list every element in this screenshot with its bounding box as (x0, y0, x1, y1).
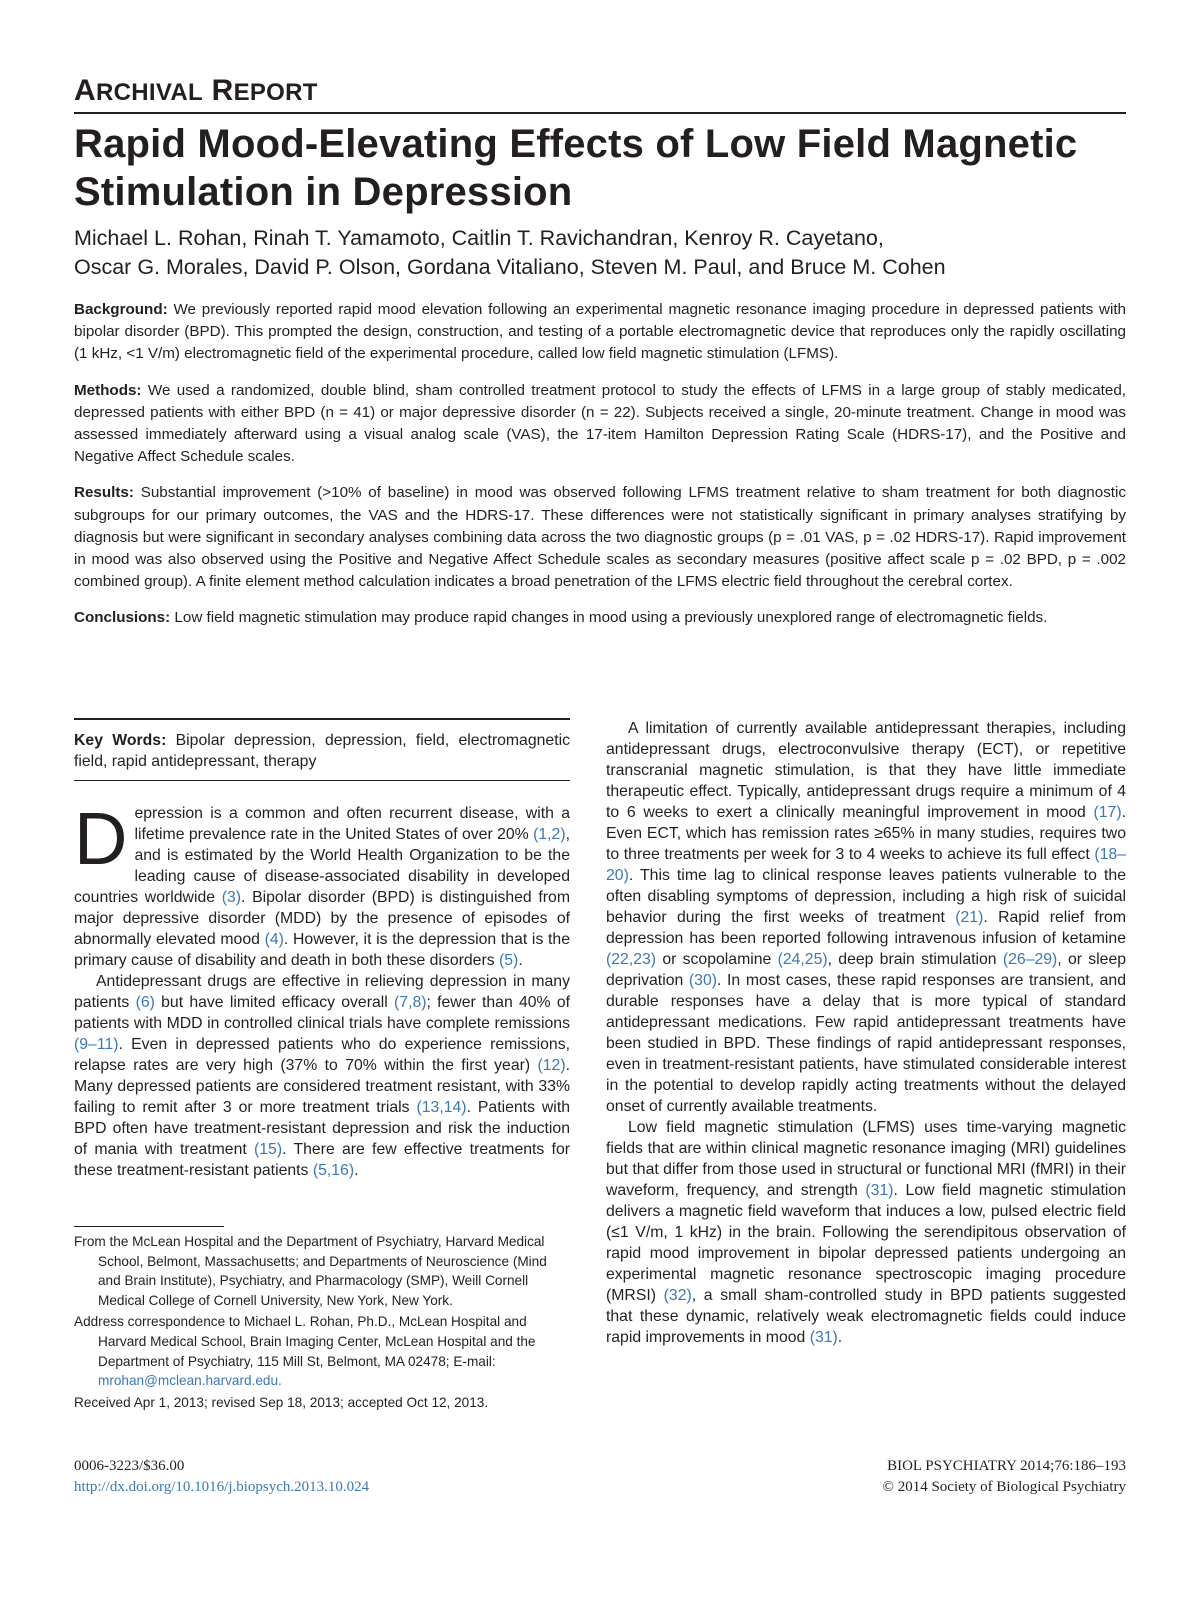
correspondence-address: Address correspondence to Michael L. Rohan, Ph.D., McLean Hospital and Harvard Medical School, Brain Imaging Center, McLean Hospital and the Department of Psychiatry, 115 Mill St, Belmont, MA 02478; E-mail: mrohan@mclean.harvard.edu. (74, 1314, 536, 1389)
citation-link[interactable]: (1,2) (533, 826, 566, 843)
author-list: Michael L. Rohan, Rinah T. Yamamoto, Caitlin T. Ravichandran, Kenroy R. Cayetano, Oscar G. Morales, David P. Olson, Gordana Vitaliano, Steven M. Paul, and Bruce M. Cohen (74, 226, 946, 279)
article-title: Rapid Mood-Elevating Effects of Low Field Magnetic Stimulation in Depression (74, 122, 1078, 214)
abstract-results: Results: Substantial improvement (>10% of baseline) in mood was observed following LFMS treatment relative to sham treatment for both diagnostic subgroups for our primary outcomes, the VAS and the HDRS-17. These differences were not statistically significant in primary analyses stratifying by diagnosis but were significant in secondary analyses combining data across the two diagnostic groups (p = .01 VAS, p = .02 HDRS-17). Rapid improvement in mood was also observed using the Positive and Negative Affect Schedule scales as secondary measures (positive affect scale p = .02 BPD, p = .002 combined group). A finite element method calculation indicates a broad penetration of the LFMS electric field throughout the cerebral cortex. (74, 484, 1126, 591)
citation-link[interactable]: (5) (499, 952, 519, 969)
citation-link[interactable]: (18–20) (606, 846, 1126, 884)
citation-link[interactable]: (26–29) (1002, 951, 1058, 968)
abstract-methods: Methods: We used a randomized, double blind, sham controlled treatment protocol to study the effects of LFMS in a large group of stably medicated, depressed patients with either BPD (n = 41) or major depressive disorder (n = 22). Subjects received a single, 20-minute treatment. Change in mood was assessed immediately afterward using a visual analog scale (VAS), the 17-item Hamilton Depression Rating Scale (HDRS-17), and the Positive and Negative Affect Schedule scales. (74, 381, 1126, 466)
affiliations-rule (74, 1226, 224, 1227)
intro-paragraph-2: Antidepressant drugs are effective in relieving depression in many patients (6) but have limited efficacy overall (7,8); fewer than 40% of patients with MDD in controlled clinical trials have complete remissions (9–11). Even in depressed patients who do experience remissions, relapse rates are very high (37% to 70% within the first year) (12). Many depressed patients are considered treatment resistant, with 33% failing to remit after 3 or more treatment trials (13,14). Patients with BPD often have treatment-resistant depression and risk the induction of mania with treatment (15). There are few effective treatments for these treatment-resistant patients (5,16). (74, 973, 571, 1179)
drop-cap: D (74, 797, 128, 880)
abstract (74, 299, 1126, 644)
right-column (606, 718, 1126, 1348)
citation-link[interactable]: (4) (264, 931, 284, 948)
citation-link[interactable]: (7,8) (394, 994, 427, 1011)
keywords-bottom-rule (74, 780, 570, 782)
issn-price: 0006-3223/$36.00 (74, 1458, 185, 1474)
citation-link[interactable]: (31) (865, 1182, 894, 1199)
body-paragraph-2: Low field magnetic stimulation (LFMS) uses time-varying magnetic fields that are within clinical magnetic resonance imaging (MRI) guidelines but that differ from those used in structural or functional MRI (fMRI) in their waveform, frequency, and strength (31). Low field magnetic stimulation delivers a magnetic field waveform that induces a low, pulsed electric field (≤1 V/m, 1 kHz) in the brain. Following the serendipitous observation of rapid mood improvement in bipolar depressed patients undergoing an experimental magnetic resonance spectroscopic imaging procedure (MRSI) (32), a small sham-controlled study in BPD patients suggested that these dynamic, relatively weak electromagnetic fields could induce rapid improvements in mood (31). (606, 1119, 1126, 1346)
citation-link[interactable]: (30) (688, 972, 718, 989)
intro-paragraph-1: Depression is a common and often recurrent disease, with a lifetime prevalence rate in the United States of over 20% (1,2), and is estimated by the World Health Organization to be the leading cause of disease-associated disability in developed countries worldwide (3). Bipolar disorder (BPD) is distinguished from major depressive disorder (MDD) by the presence of episodes of abnormally elevated mood (4). However, it is the depression that is the primary cause of disability and death in both these disorders (5). (74, 797, 570, 969)
affiliation-from: From the McLean Hospital and the Department of Psychiatry, Harvard Medical School, Belmont, Massachusetts; and Departments of Neuroscience (Mind and Brain Institute), Psychiatry, and Pharmacology (SMP), Weill Cornell Medical College of Cornell University, New York, New York. (74, 1234, 547, 1308)
keywords: Key Words: Bipolar depression, depression, field, electromagnetic field, rapid antidepressant, therapy (74, 731, 570, 770)
journal-citation: BIOL PSYCHIATRY 2014;76:186–193 (887, 1458, 1126, 1474)
received-dates: Received Apr 1, 2013; revised Sep 18, 2013; accepted Oct 12, 2013. (74, 1394, 489, 1410)
affiliations (74, 1232, 570, 1414)
footer-right (883, 1456, 1126, 1498)
body-paragraph-1: A limitation of currently available antidepressant therapies, including antidepressant drugs, electroconvulsive therapy (ECT), or repetitive transcranial magnetic stimulation, is that they have little immediate therapeutic effect. Typically, antidepressant drugs require a minimum of 4 to 6 weeks to exert a clinically meaningful improvement in mood (17). Even ECT, which has remission rates ≥65% in many studies, requires two to three treatments per week for 3 to 4 weeks to achieve its full effect (18–20). This time lag to clinical response leaves patients vulnerable to the often disabling symptoms of depression, including a high risk of suicidal behavior during the first weeks of treatment (21). Rapid relief from depression has been reported following intravenous infusion of ketamine (22,23) or scopolamine (24,25), deep brain stimulation (26–29), or sleep deprivation (30). In most cases, these rapid responses are transient, and durable responses have a delay that is more typical of standard antidepressant medications. Few rapid antidepressant treatments have been studied in BPD. These findings of rapid antidepressant responses, even in treatment-resistant patients, have stimulated considerable interest in the potential to develop rapidly acting treatments without the delayed onset of currently available treatments. (606, 720, 1127, 1115)
citation-link[interactable]: (13,14) (416, 1099, 467, 1116)
citation-link[interactable]: (31) (809, 1329, 838, 1346)
email-link[interactable]: mrohan@mclean.harvard.edu. (98, 1373, 282, 1389)
copyright: © 2014 Society of Biological Psychiatry (882, 1479, 1126, 1495)
citation-link[interactable]: (3) (221, 889, 242, 906)
citation-link[interactable]: (12) (537, 1057, 566, 1074)
citation-link[interactable]: (5,16) (312, 1162, 355, 1179)
citation-link[interactable]: (21) (955, 909, 984, 926)
doi-link[interactable]: http://dx.doi.org/10.1016/j.biopsych.2013.10.024 (74, 1479, 370, 1495)
citation-link[interactable]: (32) (663, 1287, 692, 1304)
citation-link[interactable]: (15) (254, 1141, 283, 1158)
article-page (74, 0, 1126, 1606)
abstract-background: Background: We previously reported rapid mood elevation following an experimental magnetic resonance imaging procedure in depressed patients with bipolar disorder (BPD). This prompted the design, construction, and testing of a portable electromagnetic device that reproduces only the rapidly oscillating (1 kHz, <1 V/m) electromagnetic field of the experimental procedure, called low field magnetic stimulation (LFMS). (74, 301, 1126, 363)
citation-link[interactable]: (24,25) (777, 951, 828, 968)
section-label: ARCHIVAL REPORT (74, 74, 318, 107)
left-column (74, 718, 570, 1181)
footer-left (74, 1456, 369, 1498)
citation-link[interactable]: (6) (135, 994, 155, 1011)
citation-link[interactable]: (17) (1093, 804, 1122, 821)
citation-link[interactable]: (9–11) (74, 1036, 119, 1053)
abstract-conclusions: Conclusions: Low field magnetic stimulation may produce rapid changes in mood using a previously unexplored range of electromagnetic fields. (74, 609, 1048, 627)
header-rule (74, 112, 1126, 114)
citation-link[interactable]: (22,23) (606, 951, 657, 968)
